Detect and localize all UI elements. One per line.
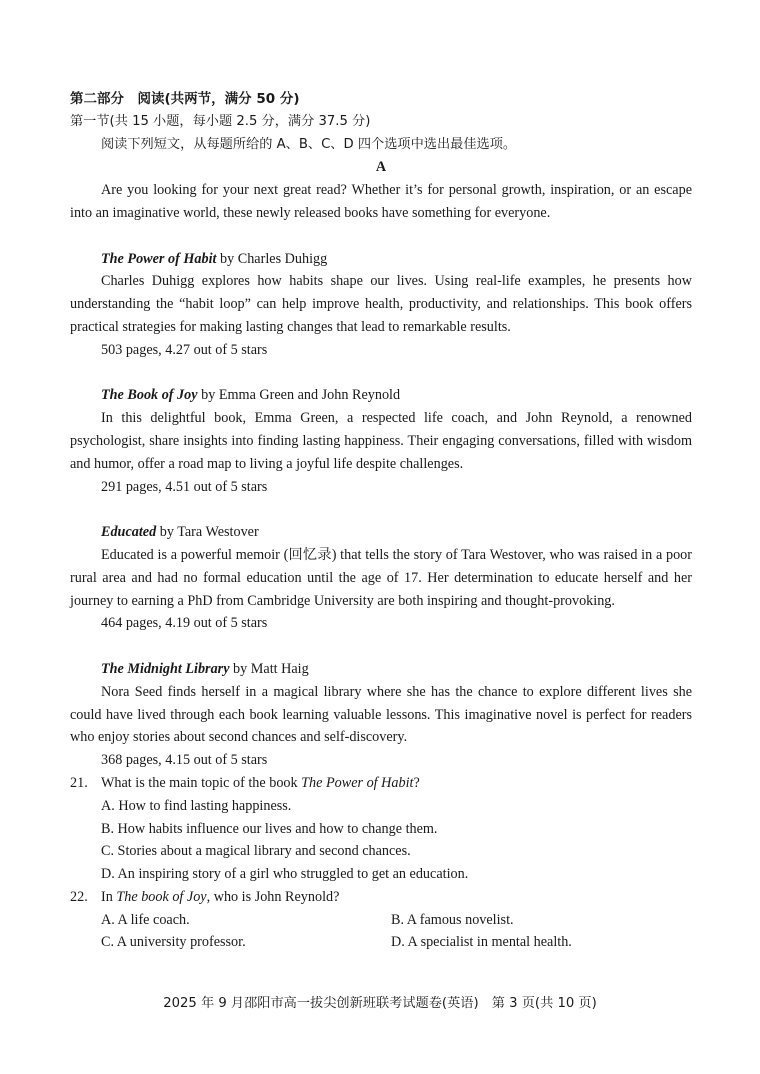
option-d[interactable]: D. An inspiring story of a girl who struggled to get an education. [101, 866, 469, 883]
book-heading [70, 521, 692, 544]
question-stem-italic: The book of Joy [116, 888, 207, 905]
book-author: by Tara Westover [156, 524, 259, 541]
question-number: 22. [70, 888, 88, 905]
question-number: 21. [70, 774, 88, 791]
intro-text: Are you looking for your next great read? Whether it’s for personal growth, inspiration, or an escape into an imaginative world, these newly released books have something for everyone. [70, 182, 692, 221]
book-description [70, 407, 692, 475]
book-stats: 368 pages, 4.15 out of 5 stars [101, 752, 268, 769]
passage-intro [70, 179, 692, 225]
exam-page [70, 88, 692, 954]
options-row [70, 909, 692, 932]
question-22 [70, 886, 692, 909]
book-heading [70, 248, 692, 271]
description-text: Educated is a powerful memoir (回忆录) that tells the story of Tara Westover, who was raised in a poor rural area and had no formal education until the age of 17. Her determination to educate herself and her journey to earning a PhD from Cambridge University are both inspiring and thought-provoking. [70, 546, 692, 609]
question-stem-end: ? [413, 774, 420, 791]
instruction: 阅读下列短文，从每题所给的 A、B、C、D 四个选项中选出最佳选项。 [101, 136, 517, 152]
book-author: by Charles Duhigg [216, 250, 328, 267]
book-title: The Midnight Library [101, 660, 230, 677]
book-title: The Book of Joy [101, 387, 198, 404]
book-description [70, 270, 692, 338]
description-text: Charles Duhigg explores how habits shape our lives. Using real-life examples, he presents how understanding the “habit loop” can help improve health, productivity, and relationships. This book offers practical strategies for making lasting changes that lead to remarkable results. [70, 273, 692, 335]
question-stem: What is the main topic of the book [101, 774, 302, 791]
book-title: Educated [101, 524, 157, 541]
book-title: The Power of Habit [101, 250, 217, 267]
option-d[interactable]: D. A specialist in mental health. [391, 934, 572, 951]
question-stem-italic: The Power of Habit [301, 774, 414, 791]
question-stem: In [101, 888, 117, 905]
options-row [70, 931, 692, 954]
book-stats: 464 pages, 4.19 out of 5 stars [101, 615, 268, 632]
book-stats: 503 pages, 4.27 out of 5 stars [101, 341, 268, 358]
option-a[interactable]: A. A life coach. [101, 911, 190, 928]
book-description [70, 544, 692, 612]
option-c[interactable]: C. A university professor. [101, 934, 246, 951]
option-b[interactable]: B. How habits influence our lives and how to change them. [101, 820, 438, 837]
book-author: by Emma Green and John Reynold [197, 387, 401, 404]
book-heading [70, 658, 692, 681]
book-stats: 291 pages, 4.51 out of 5 stars [101, 478, 268, 495]
page-footer: 2025 年 9 月邵阳市高一拔尖创新班联考试题卷(英语) 第 3 页(共 10 页) [163, 996, 597, 1011]
question-stem-end: , who is John Reynold? [206, 888, 340, 905]
option-b[interactable]: B. A famous novelist. [391, 911, 514, 928]
passage-label: A [375, 159, 387, 176]
section-heading: 第一节(共 15 小题，每小题 2.5 分，满分 37.5 分) [70, 113, 371, 129]
book-heading [70, 384, 692, 407]
book-description [70, 681, 692, 749]
question-21 [70, 772, 692, 795]
description-text: Nora Seed finds herself in a magical library where she has the chance to explore different lives she could have lived through each book learning valuable lessons. This imaginative novel is perfect for readers who enjoy stories about second chances and self-discovery. [70, 683, 692, 746]
option-a[interactable]: A. How to find lasting happiness. [101, 797, 292, 814]
option-c[interactable]: C. Stories about a magical library and second chances. [101, 843, 411, 860]
description-text: In this delightful book, Emma Green, a respected life coach, and John Reynold, a renowned psychologist, share insights into finding lasting happiness. Their engaging conversations, filled with wisdom and humor, offer a road map to living a joyful life despite challenges. [70, 410, 692, 472]
part-heading: 第二部分 阅读(共两节，满分 50 分) [70, 91, 300, 107]
book-author: by Matt Haig [229, 660, 309, 677]
